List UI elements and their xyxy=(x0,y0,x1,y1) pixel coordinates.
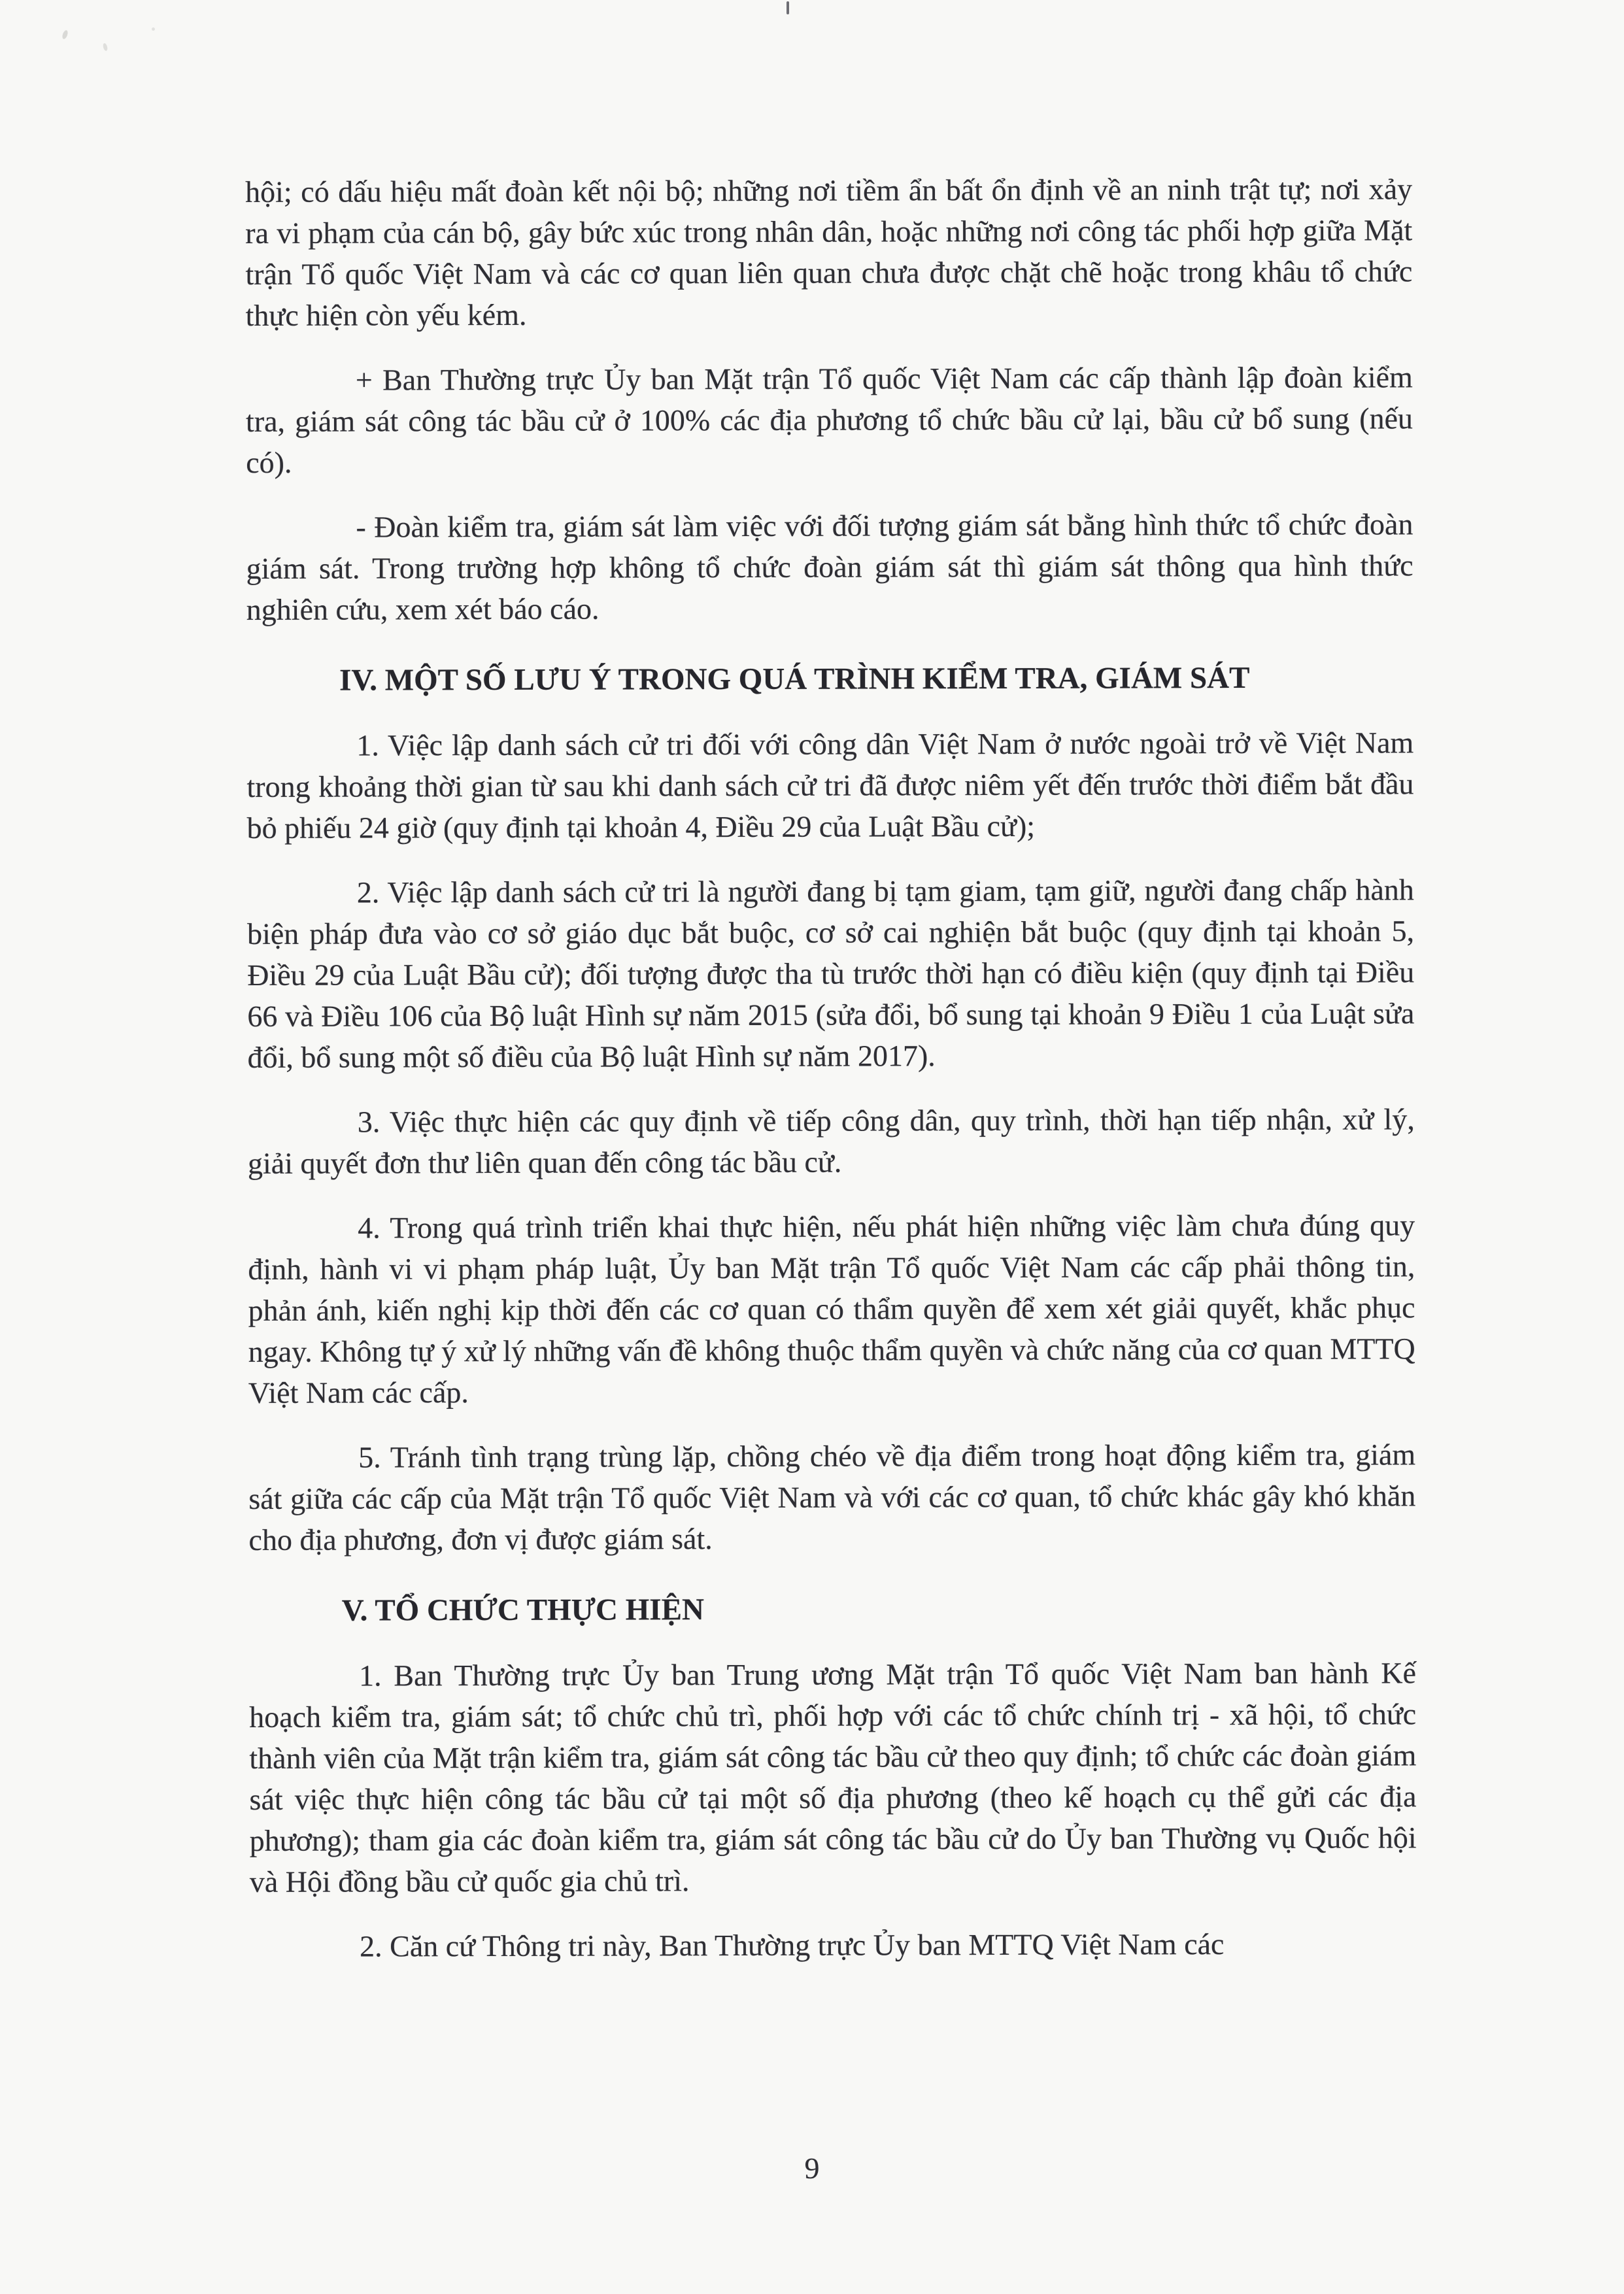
section-iv-item-1: 1. Việc lập danh sách cử tri đối với công dân Việt Nam ở nước ngoài trở về Việt Nam trong khoảng thời gian từ sau khi danh sách cử tri đã được niêm yết đến trước thời điểm bắt đầu bỏ phiếu 24 giờ (quy định tại khoản 4, Điều 29 của Luật Bầu cử); xyxy=(246,726,1414,845)
section-v-item-2: 2. Căn cứ Thông tri này, Ban Thường trực Ủy ban MTTQ Việt Nam các xyxy=(360,1927,1225,1963)
document-body xyxy=(245,168,1417,1967)
section-iv-item-5: 5. Tránh tình trạng trùng lặp, chồng chéo về địa điểm trong hoạt động kiểm tra, giám sát giữa các cấp của Mặt trận Tổ quốc Việt Nam và với các cơ quan, tổ chức khác gây khó khăn cho địa phương, đơn vị được giám sát. xyxy=(248,1438,1416,1557)
scan-speck xyxy=(61,29,69,40)
plus-bullet-paragraph: + Ban Thường trực Ủy ban Mặt trận Tổ quốc Việt Nam các cấp thành lập đoàn kiểm tra, giám sát công tác bầu cử ở 100% các địa phương tổ chức bầu cử lại, bầu cử bổ sung (nếu có). xyxy=(245,360,1413,479)
continuation-paragraph: hội; có dấu hiệu mất đoàn kết nội bộ; những nơi tiềm ẩn bất ổn định về an ninh trật tự; nơi xảy ra vi phạm của cán bộ, gây bức xúc trong nhân dân, hoặc những nơi công tác phối hợp giữa Mặt trận Tổ quốc Việt Nam và các cơ quan liên quan chưa được chặt chẽ hoặc trong khâu tổ chức thực hiện còn yếu kém. xyxy=(245,172,1413,332)
section-v-heading: V. TỔ CHỨC THỰC HIỆN xyxy=(341,1593,704,1628)
scan-speck xyxy=(152,27,155,31)
scan-speck xyxy=(103,42,109,51)
scan-tick-mark xyxy=(787,1,789,14)
dash-bullet-paragraph: - Đoàn kiểm tra, giám sát làm việc với đối tượng giám sát bằng hình thức tổ chức đoàn giám sát. Trong trường hợp không tổ chức đoàn giám sát thì giám sát thông qua hình thức nghiên cứu, xem xét báo cáo. xyxy=(246,507,1413,626)
section-iv-heading: IV. MỘT SỐ LƯU Ý TRONG QUÁ TRÌNH KIỂM TRA, GIÁM SÁT xyxy=(339,660,1250,698)
section-iv-item-2: 2. Việc lập danh sách cử tri là người đang bị tạm giam, tạm giữ, người đang chấp hành biện pháp đưa vào cơ sở giáo dục bắt buộc, cơ sở cai nghiện bắt buộc (quy định tại khoản 5, Điều 29 của Luật Bầu cử); đối tượng được tha tù trước thời hạn có điều kiện (quy định tại Điều 66 và Điều 106 của Bộ luật Hình sự năm 2015 (sửa đổi, bổ sung tại khoản 9 Điều 1 của Luật sửa đổi, bổ sung một số điều của Bộ luật Hình sự năm 2017). xyxy=(246,873,1415,1074)
page-number: 9 xyxy=(804,2151,820,2185)
section-v-item-1: 1. Ban Thường trực Ủy ban Trung ương Mặt trận Tổ quốc Việt Nam ban hành Kế hoạch kiểm tra, giám sát; tổ chức chủ trì, phối hợp với các tổ chức chính trị - xã hội, tổ chức thành viên của Mặt trận kiểm tra, giám sát công tác bầu cử theo quy định; tổ chức các đoàn giám sát việc thực hiện công tác bầu cử tại một số địa phương (theo kế hoạch cụ thể gửi các địa phương); tham gia các đoàn kiểm tra, giám sát công tác bầu cử do Ủy ban Thường vụ Quốc hội và Hội đồng bầu cử quốc gia chủ trì. xyxy=(249,1656,1417,1898)
section-iv-item-4: 4. Trong quá trình triển khai thực hiện, nếu phát hiện những việc làm chưa đúng quy định, hành vi vi phạm pháp luật, Ủy ban Mặt trận Tổ quốc Việt Nam các cấp phải thông tin, phản ánh, kiến nghị kịp thời đến các cơ quan có thẩm quyền để xem xét giải quyết, khắc phục ngay. Không tự ý xử lý những vấn đề không thuộc thẩm quyền và chức năng của cơ quan MTTQ Việt Nam các cấp. xyxy=(248,1208,1415,1409)
section-iv-item-3: 3. Việc thực hiện các quy định về tiếp công dân, quy trình, thời hạn tiếp nhận, xử lý, giải quyết đơn thư liên quan đến công tác bầu cử. xyxy=(247,1102,1415,1180)
